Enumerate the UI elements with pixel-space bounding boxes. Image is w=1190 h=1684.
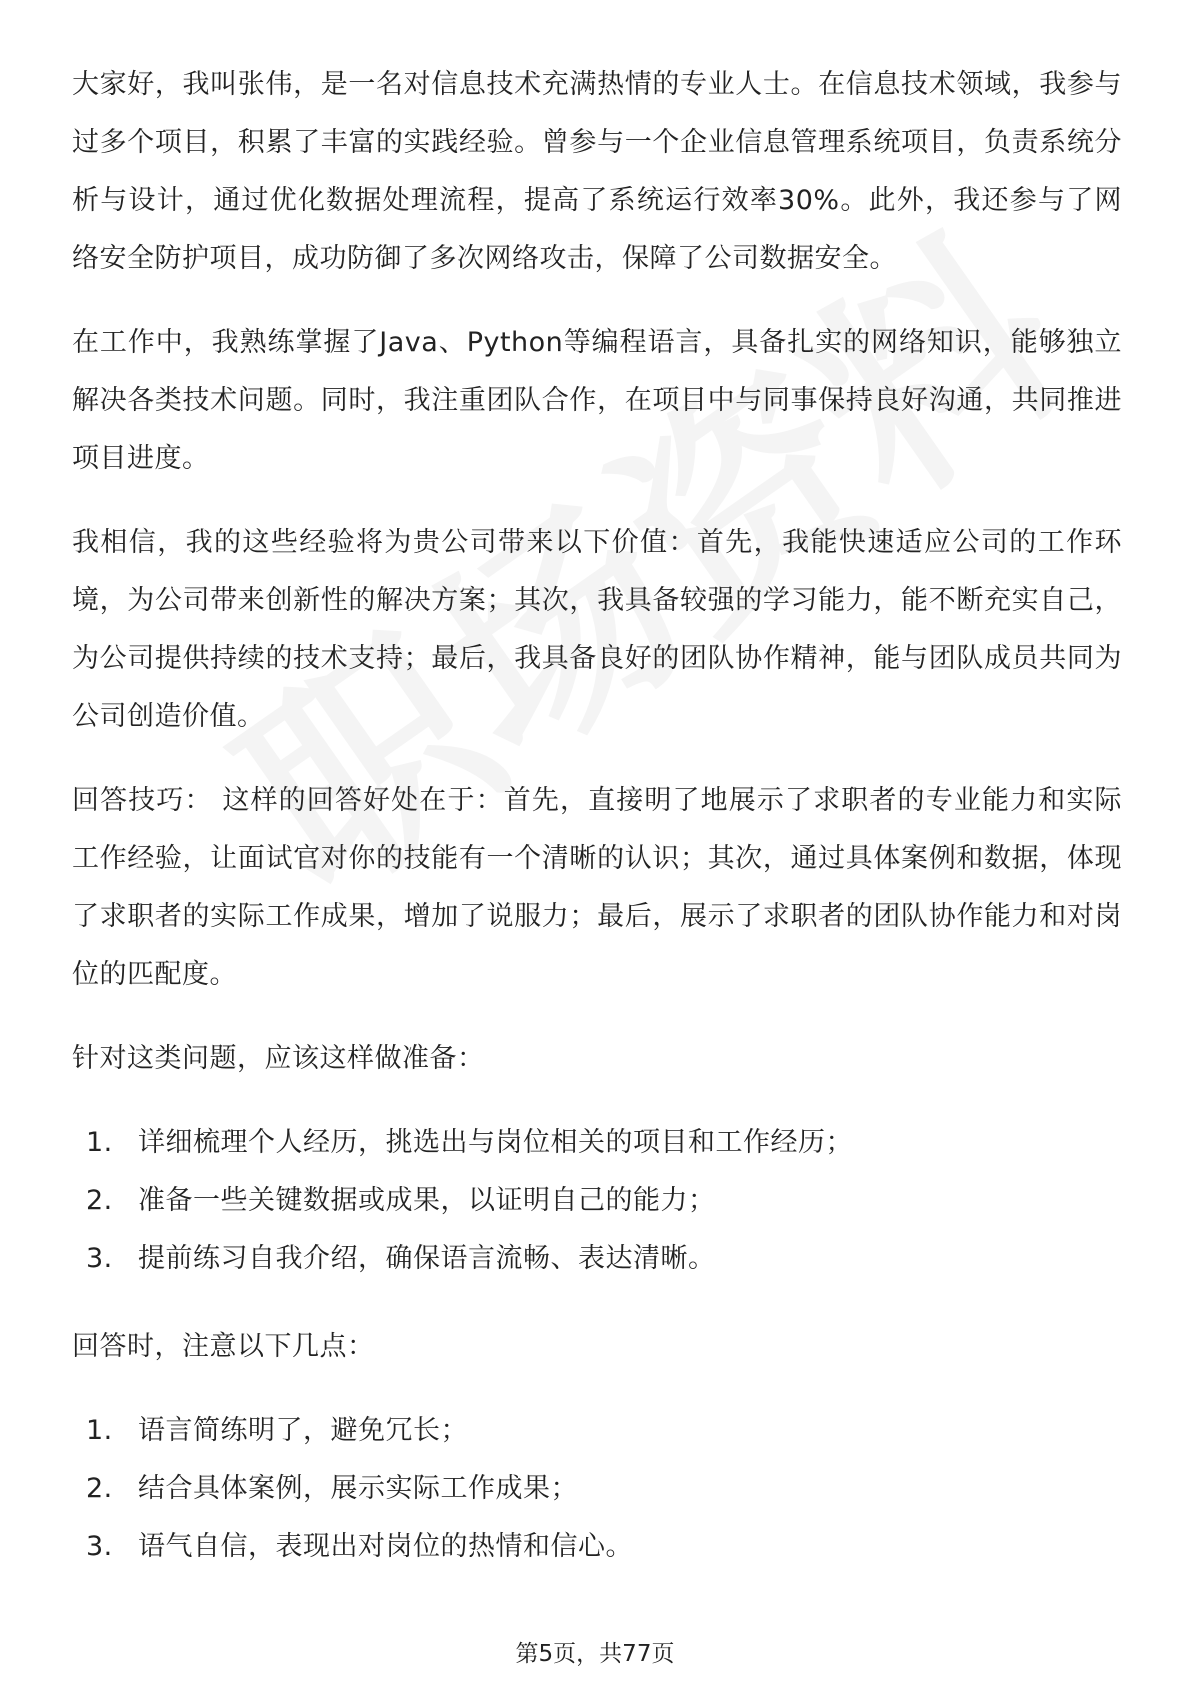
notes-list	[72, 1402, 1122, 1576]
list-text: 结合具体案例，展示实际工作成果；	[138, 1473, 578, 1504]
prep-list	[72, 1114, 1122, 1288]
list-number: 1.	[86, 1415, 113, 1446]
list-item	[72, 1230, 1122, 1288]
list-item	[72, 1114, 1122, 1172]
paragraph-intro: 大家好，我叫张伟，是一名对信息技术充满热情的专业人士。在信息技术领域，我参与过多个项目，积累了丰富的实践经验。曾参与一个企业信息管理系统项目，负责系统分析与设计，通过优化数据处理流程，提高了系统运行效率30%。此外，我还参与了网络安全防护项目，成功防御了多次网络攻击，保障了公司数据安全。	[72, 69, 1122, 274]
list-text: 语气自信，表现出对岗位的热情和信心。	[138, 1531, 633, 1562]
notes-heading: 回答时，注意以下几点：	[72, 1331, 375, 1362]
list-number: 3.	[86, 1531, 113, 1562]
list-item	[72, 1518, 1122, 1576]
list-number: 3.	[86, 1243, 113, 1274]
prep-heading: 针对这类问题，应该这样做准备：	[72, 1043, 485, 1074]
document-body	[72, 56, 1122, 1606]
paragraph-value: 我相信，我的这些经验将为贵公司带来以下价值：首先，我能快速适应公司的工作环境，为公司带来创新性的解决方案；其次，我具备较强的学习能力，能不断充实自己，为公司提供持续的技术支持；最后，我具备良好的团队协作精神，能与团队成员共同为公司创造价值。	[72, 527, 1122, 732]
paragraph-tips: 回答技巧： 这样的回答好处在于：首先，直接明了地展示了求职者的专业能力和实际工作经验，让面试官对你的技能有一个清晰的认识；其次，通过具体案例和数据，体现了求职者的实际工作成果，增加了说服力；最后，展示了求职者的团队协作能力和对岗位的匹配度。	[72, 785, 1122, 990]
list-item	[72, 1172, 1122, 1230]
list-number: 2.	[86, 1185, 113, 1216]
list-text: 准备一些关键数据或成果，以证明自己的能力；	[138, 1185, 716, 1216]
list-text: 详细梳理个人经历，挑选出与岗位相关的项目和工作经历；	[138, 1127, 853, 1158]
list-item	[72, 1460, 1122, 1518]
list-number: 2.	[86, 1473, 113, 1504]
list-item	[72, 1402, 1122, 1460]
paragraph-skills: 在工作中，我熟练掌握了Java、Python等编程语言，具备扎实的网络知识，能够独立解决各类技术问题。同时，我注重团队合作，在项目中与同事保持良好沟通，共同推进项目进度。	[72, 327, 1122, 474]
list-number: 1.	[86, 1127, 113, 1158]
page-footer: 第5页，共77页	[515, 1641, 675, 1667]
list-text: 提前练习自我介绍，确保语言流畅、表达清晰。	[138, 1243, 716, 1274]
list-text: 语言简练明了，避免冗长；	[138, 1415, 468, 1446]
